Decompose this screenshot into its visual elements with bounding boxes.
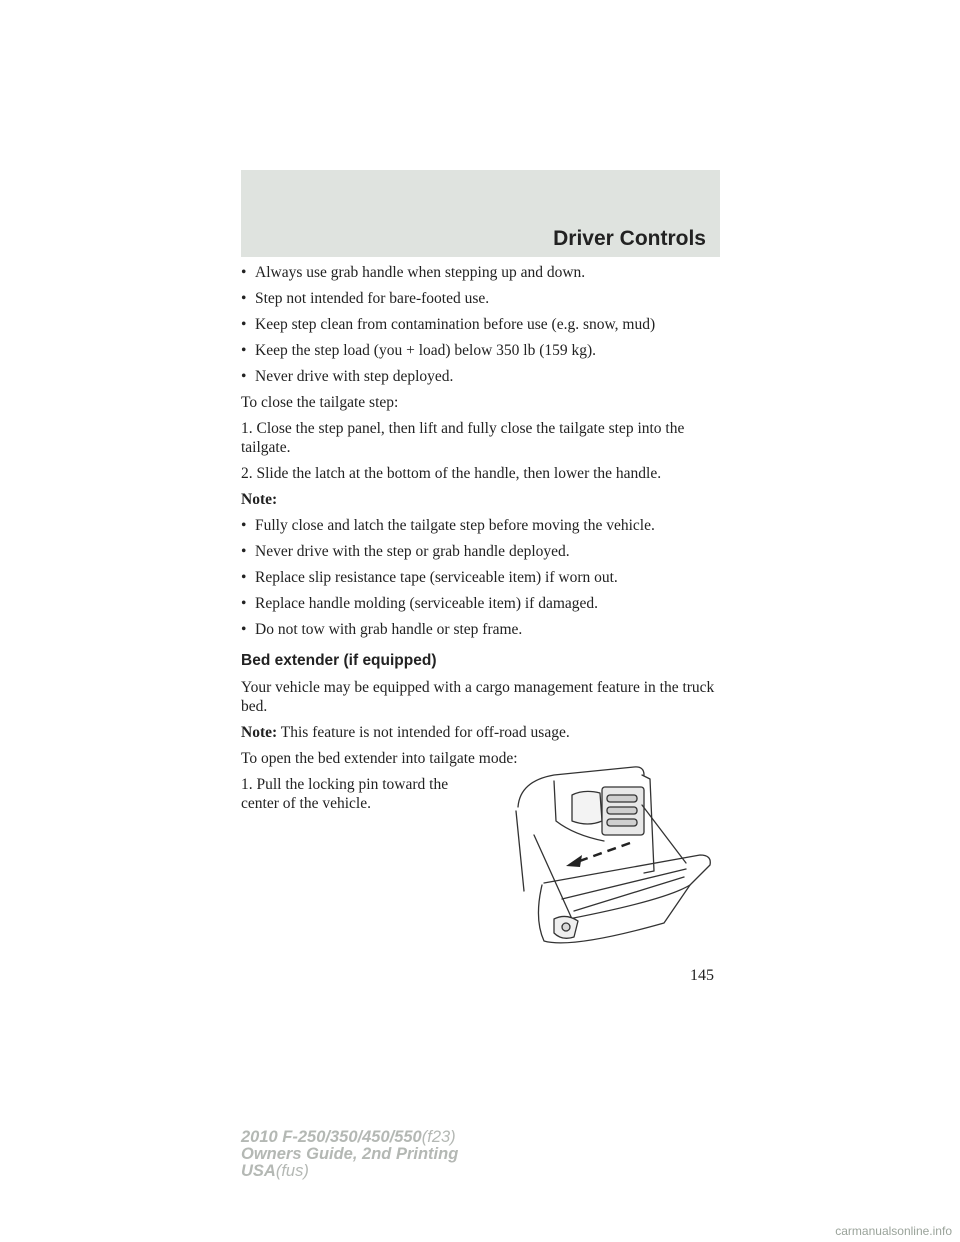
arrow-head-icon — [566, 855, 582, 867]
page-body — [241, 263, 720, 965]
bullet-icon: • — [241, 290, 247, 307]
wheel-well — [572, 791, 602, 824]
bullet-icon: • — [241, 342, 247, 359]
support-cable-right — [642, 805, 686, 863]
open-intro: To open the bed extender into tailgate mode: — [241, 750, 518, 767]
footer-line-2: Owners Guide, 2nd Printing — [241, 1145, 459, 1163]
bullet-icon: • — [241, 368, 247, 385]
section-title: Driver Controls — [553, 227, 706, 250]
watermark: carmanualsonline.info — [835, 1224, 952, 1238]
note-label: Note: — [241, 491, 278, 508]
bullet-item: • Replace handle molding (serviceable item) if damaged. — [241, 595, 599, 612]
bed-extender-heading: Bed extender (if equipped) — [241, 652, 437, 669]
bullet-item: • Never drive with the step or grab handle deployed. — [241, 543, 570, 560]
page-number: 145 — [690, 967, 714, 984]
bullet-icon: • — [241, 316, 247, 333]
bullet-item: • Keep step clean from contamination before use (e.g. snow, mud) — [241, 316, 656, 333]
bullet-icon: • — [241, 621, 247, 638]
support-cable-left — [534, 835, 572, 919]
close-intro: To close the tailgate step: — [241, 394, 399, 411]
latch-pin — [562, 923, 570, 931]
bullet-item: • Keep the step load (you + load) below 350 lb (159 kg). — [241, 342, 597, 359]
footer — [241, 1129, 458, 1180]
section-header-band — [241, 170, 720, 257]
extender-bar-3 — [607, 819, 637, 826]
bullet-item: • Do not tow with grab handle or step frame. — [241, 621, 523, 638]
bed-extender-intro: Your vehicle may be equipped with a cargo management feature in the truck bed. — [241, 679, 715, 715]
bullet-icon: • — [241, 517, 247, 534]
bullet-icon: • — [241, 264, 247, 281]
bullet-item: • Step not intended for bare-footed use. — [241, 290, 490, 307]
extender-bar-1 — [607, 795, 637, 802]
bullet-item: • Fully close and latch the tailgate step before moving the vehicle. — [241, 517, 655, 534]
tailgate-inner — [562, 869, 686, 911]
direction-arrow-icon — [574, 843, 630, 863]
bed-extender-note: Note: This feature is not intended for off-road usage. — [241, 724, 570, 741]
footer-line-1: 2010 F-250/350/450/550(f23) — [241, 1128, 456, 1146]
tailgate-illustration — [514, 751, 714, 961]
step-with-illustration — [241, 775, 720, 965]
bullet-icon: • — [241, 569, 247, 586]
bullet-icon: • — [241, 595, 247, 612]
close-step-2: 2. Slide the latch at the bottom of the handle, then lower the handle. — [241, 465, 662, 482]
bullet-item: • Never drive with step deployed. — [241, 368, 454, 385]
close-step-1: 1. Close the step panel, then lift and fully close the tailgate step into the tailgate. — [241, 420, 685, 456]
bed-floor-edge — [516, 811, 524, 891]
extender-bar-2 — [607, 807, 637, 814]
open-step-1: 1. Pull the locking pin toward the center of the vehicle. — [241, 776, 449, 812]
bullet-item: • Replace slip resistance tape (serviceable item) if worn out. — [241, 569, 618, 586]
bullet-item: • Always use grab handle when stepping up and down. — [241, 264, 586, 281]
footer-line-3: USA(fus) — [241, 1162, 309, 1180]
bullet-icon: • — [241, 543, 247, 560]
